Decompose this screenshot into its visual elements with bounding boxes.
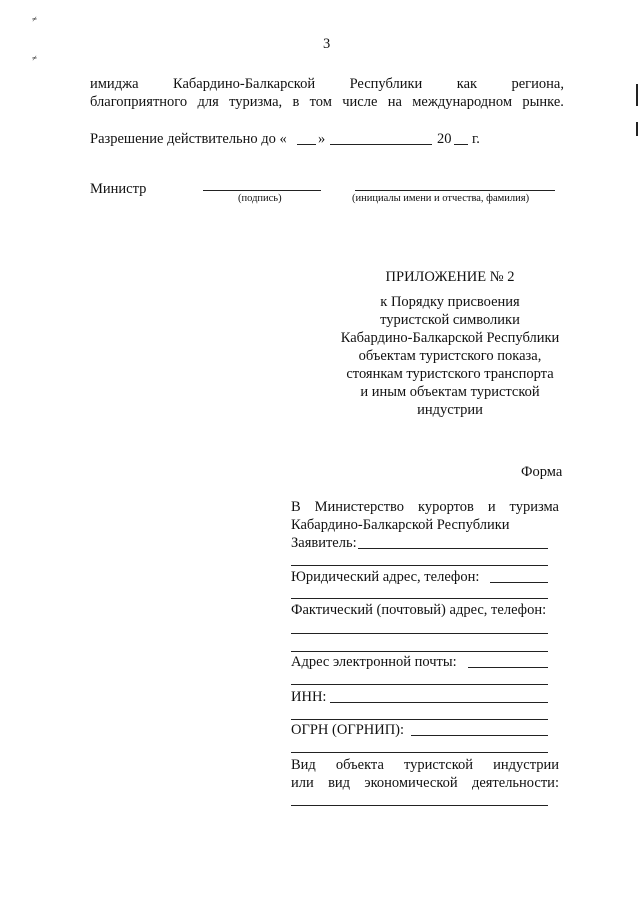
intro-word: туризма,: [229, 94, 283, 110]
activity-word: объекта: [335, 757, 384, 773]
form-label: Форма: [521, 464, 563, 480]
intro-word: как: [456, 76, 478, 92]
intro-line-2: [90, 93, 564, 111]
validity-mid: »: [318, 131, 326, 147]
ogrn-label: ОГРН (ОГРНИП):: [291, 722, 405, 738]
intro-word: региона,: [511, 76, 564, 92]
margin-mark-top: ≠: [32, 14, 37, 24]
signature-role: Министр: [90, 181, 147, 197]
intro-word: имиджа: [90, 76, 139, 92]
activity-line-2: [291, 774, 559, 792]
appendix-line: и иным объектам туристской: [360, 384, 540, 400]
intro-word: для: [197, 94, 219, 110]
intro-word: том: [309, 94, 332, 110]
activity-line-1: [291, 756, 559, 774]
addressee-word: и: [487, 499, 496, 515]
validity-day-blank: [297, 144, 316, 145]
addressee-word: курортов: [417, 499, 474, 515]
intro-word: на: [387, 94, 402, 110]
activity-word: деятельности:: [471, 775, 559, 791]
intro-word: в: [292, 94, 300, 110]
inn-field[interactable]: [330, 702, 548, 703]
name-blank: [355, 190, 555, 191]
activity-word: или: [291, 775, 314, 791]
addressee-line-1: [291, 498, 559, 516]
signature-blank: [203, 190, 321, 191]
legal-address-field-extra[interactable]: [291, 598, 548, 599]
appendix-block: [330, 268, 570, 419]
appendix-title: ПРИЛОЖЕНИЕ № 2: [385, 269, 515, 285]
applicant-field-extra[interactable]: [291, 565, 548, 566]
activity-word: экономической: [364, 775, 458, 791]
intro-word: рынке.: [522, 94, 564, 110]
addressee-line-2: Кабардино-Балкарской Республики: [291, 517, 510, 533]
actual-address-field-1[interactable]: [291, 633, 548, 634]
legal-address-field[interactable]: [490, 582, 548, 583]
validity-year: 20: [437, 131, 452, 147]
validity-month-blank: [330, 144, 432, 145]
actual-address-label: Фактический (почтовый) адрес, телефон:: [291, 602, 547, 618]
addressee-word: Министерство: [314, 499, 405, 515]
inn-label: ИНН:: [291, 689, 327, 705]
intro-word: Республики: [349, 76, 423, 92]
ogrn-field-extra[interactable]: [291, 752, 548, 753]
email-label: Адрес электронной почты:: [291, 654, 457, 670]
email-field-extra[interactable]: [291, 684, 548, 685]
margin-bar-top: [636, 84, 638, 106]
applicant-field[interactable]: [358, 548, 548, 549]
intro-word: международном: [412, 94, 513, 110]
inn-field-extra[interactable]: [291, 719, 548, 720]
appendix-line: объектам туристского показа,: [358, 348, 542, 364]
appendix-line: туристской символики: [380, 312, 520, 328]
margin-bar-bottom: [636, 122, 638, 136]
name-caption: (инициалы имени и отчества, фамилия): [352, 193, 530, 204]
appendix-line: стоянкам туристского транспорта: [346, 366, 554, 382]
activity-word: Вид: [291, 757, 316, 773]
appendix-line: к Порядку присвоения: [380, 294, 520, 310]
validity-suffix: г.: [472, 131, 480, 147]
applicant-label: Заявитель:: [291, 535, 357, 551]
intro-word: числе: [342, 94, 378, 110]
actual-address-field-2[interactable]: [291, 651, 548, 652]
margin-mark-bottom: ≠: [32, 53, 37, 63]
intro-word: благоприятного: [90, 94, 188, 110]
addressee-word: В: [291, 499, 301, 515]
activity-word: вид: [328, 775, 351, 791]
ogrn-field[interactable]: [411, 735, 548, 736]
activity-word: туристской: [403, 757, 474, 773]
email-field[interactable]: [468, 667, 548, 668]
page-number: 3: [323, 36, 331, 52]
validity-prefix: Разрешение действительно до «: [90, 131, 287, 147]
appendix-line: Кабардино-Балкарской Республики: [340, 330, 560, 346]
signature-caption: (подпись): [238, 193, 282, 204]
activity-field[interactable]: [291, 805, 548, 806]
intro-word: Кабардино-Балкарской: [172, 76, 316, 92]
addressee-word: туризма: [509, 499, 559, 515]
appendix-line: индустрии: [417, 402, 483, 418]
activity-word: индустрии: [493, 757, 559, 773]
validity-year-blank: [454, 144, 468, 145]
intro-line-1: [90, 75, 564, 93]
legal-address-label: Юридический адрес, телефон:: [291, 569, 480, 585]
